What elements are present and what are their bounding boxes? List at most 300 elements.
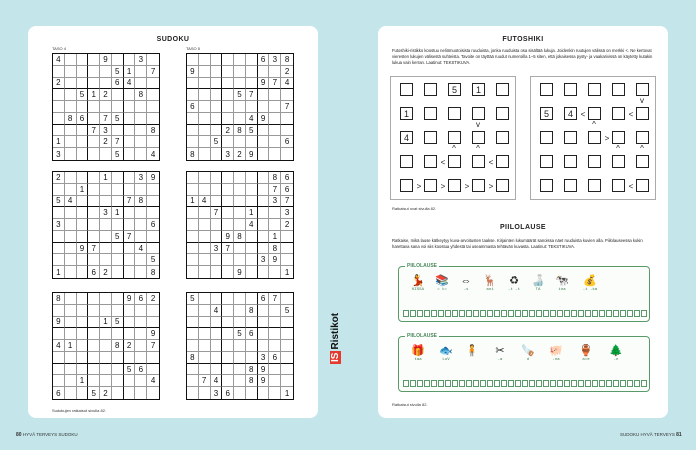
sudoku-cell[interactable] bbox=[187, 89, 199, 101]
sudoku-cell[interactable] bbox=[147, 305, 159, 317]
sudoku-cell[interactable] bbox=[258, 136, 270, 148]
sudoku-cell[interactable] bbox=[65, 231, 77, 243]
sudoku-cell[interactable] bbox=[199, 328, 211, 340]
sudoku-cell[interactable] bbox=[135, 387, 147, 399]
sudoku-cell[interactable] bbox=[281, 352, 293, 364]
sudoku-cell[interactable] bbox=[77, 340, 89, 352]
sudoku-cell[interactable] bbox=[135, 184, 147, 196]
sudoku-cell[interactable] bbox=[281, 317, 293, 329]
sudoku-cell[interactable] bbox=[135, 375, 147, 387]
sudoku-cell[interactable] bbox=[199, 184, 211, 196]
sudoku-cell[interactable] bbox=[281, 340, 293, 352]
sudoku-cell[interactable] bbox=[65, 293, 77, 305]
sudoku-cell[interactable] bbox=[211, 328, 223, 340]
sudoku-cell[interactable] bbox=[199, 89, 211, 101]
sudoku-cell[interactable] bbox=[269, 340, 281, 352]
sudoku-cell[interactable] bbox=[124, 375, 136, 387]
sudoku-cell[interactable] bbox=[269, 113, 281, 125]
sudoku-cell[interactable] bbox=[65, 328, 77, 340]
sudoku-cell[interactable] bbox=[234, 317, 246, 329]
sudoku-cell[interactable] bbox=[112, 184, 124, 196]
sudoku-cell[interactable] bbox=[222, 89, 234, 101]
sudoku-cell[interactable] bbox=[147, 243, 159, 255]
sudoku-cell[interactable] bbox=[77, 387, 89, 399]
sudoku-cell[interactable] bbox=[65, 317, 77, 329]
sudoku-cell[interactable] bbox=[147, 89, 159, 101]
sudoku-cell[interactable] bbox=[234, 66, 246, 78]
sudoku-cell[interactable] bbox=[258, 340, 270, 352]
sudoku-cell[interactable] bbox=[88, 293, 100, 305]
sudoku-cell[interactable] bbox=[53, 375, 65, 387]
sudoku-cell[interactable] bbox=[234, 352, 246, 364]
sudoku-cell[interactable] bbox=[187, 207, 199, 219]
sudoku-cell[interactable] bbox=[77, 172, 89, 184]
sudoku-cell[interactable] bbox=[135, 207, 147, 219]
sudoku-cell[interactable] bbox=[100, 243, 112, 255]
sudoku-cell[interactable] bbox=[222, 352, 234, 364]
sudoku-cell[interactable] bbox=[234, 375, 246, 387]
sudoku-cell[interactable] bbox=[199, 148, 211, 160]
sudoku-cell[interactable] bbox=[77, 101, 89, 113]
sudoku-cell[interactable] bbox=[211, 254, 223, 266]
sudoku-cell[interactable] bbox=[258, 207, 270, 219]
sudoku-cell[interactable] bbox=[187, 113, 199, 125]
sudoku-cell[interactable] bbox=[65, 352, 77, 364]
sudoku-cell[interactable] bbox=[100, 219, 112, 231]
answer-row-2[interactable] bbox=[403, 380, 647, 387]
sudoku-cell[interactable] bbox=[281, 364, 293, 376]
sudoku-cell[interactable] bbox=[147, 113, 159, 125]
sudoku-cell[interactable] bbox=[281, 125, 293, 137]
sudoku-cell[interactable] bbox=[199, 172, 211, 184]
sudoku-cell[interactable] bbox=[258, 172, 270, 184]
sudoku-cell[interactable] bbox=[65, 54, 77, 66]
sudoku-cell[interactable] bbox=[88, 231, 100, 243]
sudoku-cell[interactable] bbox=[222, 328, 234, 340]
sudoku-cell[interactable] bbox=[77, 305, 89, 317]
sudoku-cell[interactable] bbox=[269, 375, 281, 387]
sudoku-cell[interactable] bbox=[100, 148, 112, 160]
sudoku-cell[interactable] bbox=[211, 184, 223, 196]
sudoku-cell[interactable] bbox=[222, 78, 234, 90]
sudoku-cell[interactable] bbox=[147, 101, 159, 113]
sudoku-cell[interactable] bbox=[88, 184, 100, 196]
sudoku-cell[interactable] bbox=[88, 148, 100, 160]
sudoku-cell[interactable] bbox=[53, 207, 65, 219]
sudoku-cell[interactable] bbox=[187, 305, 199, 317]
sudoku-cell[interactable] bbox=[269, 364, 281, 376]
sudoku-cell[interactable] bbox=[65, 89, 77, 101]
sudoku-cell[interactable] bbox=[199, 266, 211, 278]
sudoku-cell[interactable] bbox=[211, 231, 223, 243]
sudoku-cell[interactable] bbox=[53, 243, 65, 255]
sudoku-cell[interactable] bbox=[258, 231, 270, 243]
sudoku-cell[interactable] bbox=[234, 113, 246, 125]
sudoku-cell[interactable] bbox=[199, 54, 211, 66]
sudoku-cell[interactable] bbox=[187, 184, 199, 196]
sudoku-cell[interactable] bbox=[53, 254, 65, 266]
sudoku-cell[interactable] bbox=[124, 317, 136, 329]
sudoku-cell[interactable] bbox=[269, 266, 281, 278]
sudoku-cell[interactable] bbox=[281, 375, 293, 387]
sudoku-cell[interactable] bbox=[65, 207, 77, 219]
sudoku-cell[interactable] bbox=[187, 317, 199, 329]
sudoku-cell[interactable] bbox=[53, 66, 65, 78]
sudoku-cell[interactable] bbox=[269, 328, 281, 340]
sudoku-cell[interactable] bbox=[88, 328, 100, 340]
sudoku-cell[interactable] bbox=[88, 207, 100, 219]
sudoku-cell[interactable] bbox=[112, 375, 124, 387]
sudoku-cell[interactable] bbox=[88, 219, 100, 231]
sudoku-cell[interactable] bbox=[124, 352, 136, 364]
sudoku-cell[interactable] bbox=[135, 231, 147, 243]
sudoku-cell[interactable] bbox=[77, 266, 89, 278]
sudoku-cell[interactable] bbox=[88, 101, 100, 113]
sudoku-cell[interactable] bbox=[147, 184, 159, 196]
sudoku-cell[interactable] bbox=[112, 387, 124, 399]
sudoku-cell[interactable] bbox=[100, 196, 112, 208]
sudoku-cell[interactable] bbox=[246, 136, 258, 148]
sudoku-cell[interactable] bbox=[135, 78, 147, 90]
sudoku-cell[interactable] bbox=[234, 340, 246, 352]
sudoku-cell[interactable] bbox=[147, 387, 159, 399]
sudoku-cell[interactable] bbox=[124, 101, 136, 113]
sudoku-cell[interactable] bbox=[258, 196, 270, 208]
sudoku-cell[interactable] bbox=[147, 207, 159, 219]
sudoku-cell[interactable] bbox=[100, 328, 112, 340]
sudoku-cell[interactable] bbox=[258, 328, 270, 340]
sudoku-cell[interactable] bbox=[199, 78, 211, 90]
sudoku-cell[interactable] bbox=[112, 219, 124, 231]
sudoku-cell[interactable] bbox=[147, 196, 159, 208]
sudoku-cell[interactable] bbox=[281, 89, 293, 101]
sudoku-cell[interactable] bbox=[281, 254, 293, 266]
sudoku-cell[interactable] bbox=[234, 243, 246, 255]
sudoku-cell[interactable] bbox=[211, 101, 223, 113]
sudoku-cell[interactable] bbox=[124, 243, 136, 255]
sudoku-cell[interactable] bbox=[65, 148, 77, 160]
sudoku-cell[interactable] bbox=[53, 101, 65, 113]
sudoku-cell[interactable] bbox=[246, 66, 258, 78]
sudoku-cell[interactable] bbox=[234, 172, 246, 184]
sudoku-cell[interactable] bbox=[269, 125, 281, 137]
sudoku-cell[interactable] bbox=[135, 305, 147, 317]
sudoku-cell[interactable] bbox=[246, 196, 258, 208]
sudoku-cell[interactable] bbox=[211, 293, 223, 305]
sudoku-cell[interactable] bbox=[258, 243, 270, 255]
sudoku-cell[interactable] bbox=[100, 101, 112, 113]
sudoku-cell[interactable] bbox=[187, 125, 199, 137]
sudoku-cell[interactable] bbox=[88, 305, 100, 317]
sudoku-cell[interactable] bbox=[65, 219, 77, 231]
sudoku-cell[interactable] bbox=[53, 328, 65, 340]
sudoku-cell[interactable] bbox=[135, 101, 147, 113]
sudoku-cell[interactable] bbox=[53, 184, 65, 196]
sudoku-cell[interactable] bbox=[65, 387, 77, 399]
sudoku-cell[interactable] bbox=[199, 219, 211, 231]
sudoku-cell[interactable] bbox=[112, 172, 124, 184]
sudoku-cell[interactable] bbox=[100, 293, 112, 305]
sudoku-cell[interactable] bbox=[100, 66, 112, 78]
sudoku-cell[interactable] bbox=[258, 219, 270, 231]
sudoku-cell[interactable] bbox=[135, 113, 147, 125]
sudoku-cell[interactable] bbox=[246, 387, 258, 399]
sudoku-cell[interactable] bbox=[147, 54, 159, 66]
sudoku-cell[interactable] bbox=[281, 113, 293, 125]
sudoku-cell[interactable] bbox=[234, 207, 246, 219]
sudoku-cell[interactable] bbox=[211, 54, 223, 66]
sudoku-cell[interactable] bbox=[246, 317, 258, 329]
sudoku-cell[interactable] bbox=[199, 66, 211, 78]
sudoku-cell[interactable] bbox=[100, 375, 112, 387]
sudoku-cell[interactable] bbox=[199, 231, 211, 243]
sudoku-cell[interactable] bbox=[135, 352, 147, 364]
sudoku-cell[interactable] bbox=[222, 184, 234, 196]
sudoku-cell[interactable] bbox=[246, 293, 258, 305]
sudoku-cell[interactable] bbox=[112, 89, 124, 101]
sudoku-cell[interactable] bbox=[124, 148, 136, 160]
sudoku-cell[interactable] bbox=[124, 219, 136, 231]
sudoku-cell[interactable] bbox=[88, 113, 100, 125]
sudoku-cell[interactable] bbox=[199, 387, 211, 399]
sudoku-cell[interactable] bbox=[211, 196, 223, 208]
sudoku-cell[interactable] bbox=[88, 78, 100, 90]
sudoku-cell[interactable] bbox=[211, 172, 223, 184]
sudoku-cell[interactable] bbox=[88, 375, 100, 387]
sudoku-cell[interactable] bbox=[147, 231, 159, 243]
sudoku-cell[interactable] bbox=[88, 254, 100, 266]
sudoku-cell[interactable] bbox=[77, 78, 89, 90]
sudoku-cell[interactable] bbox=[88, 352, 100, 364]
sudoku-cell[interactable] bbox=[281, 293, 293, 305]
sudoku-cell[interactable] bbox=[88, 317, 100, 329]
sudoku-cell[interactable] bbox=[112, 266, 124, 278]
sudoku-cell[interactable] bbox=[112, 101, 124, 113]
sudoku-cell[interactable] bbox=[258, 387, 270, 399]
sudoku-cell[interactable] bbox=[234, 101, 246, 113]
sudoku-cell[interactable] bbox=[77, 328, 89, 340]
sudoku-cell[interactable] bbox=[100, 231, 112, 243]
sudoku-cell[interactable] bbox=[100, 352, 112, 364]
sudoku-cell[interactable] bbox=[77, 136, 89, 148]
sudoku-cell[interactable] bbox=[77, 148, 89, 160]
sudoku-cell[interactable] bbox=[187, 266, 199, 278]
answer-row-1[interactable] bbox=[403, 310, 647, 317]
sudoku-cell[interactable] bbox=[124, 54, 136, 66]
sudoku-cell[interactable] bbox=[112, 54, 124, 66]
sudoku-cell[interactable] bbox=[187, 54, 199, 66]
sudoku-cell[interactable] bbox=[211, 148, 223, 160]
sudoku-cell[interactable] bbox=[258, 125, 270, 137]
sudoku-cell[interactable] bbox=[65, 136, 77, 148]
sudoku-cell[interactable] bbox=[135, 125, 147, 137]
sudoku-cell[interactable] bbox=[88, 196, 100, 208]
sudoku-cell[interactable] bbox=[234, 78, 246, 90]
sudoku-cell[interactable] bbox=[124, 207, 136, 219]
sudoku-cell[interactable] bbox=[199, 340, 211, 352]
sudoku-cell[interactable] bbox=[246, 352, 258, 364]
sudoku-cell[interactable] bbox=[258, 317, 270, 329]
sudoku-cell[interactable] bbox=[222, 340, 234, 352]
sudoku-cell[interactable] bbox=[88, 136, 100, 148]
sudoku-cell[interactable] bbox=[222, 219, 234, 231]
sudoku-cell[interactable] bbox=[88, 66, 100, 78]
sudoku-cell[interactable] bbox=[246, 254, 258, 266]
sudoku-cell[interactable] bbox=[199, 254, 211, 266]
sudoku-cell[interactable] bbox=[112, 364, 124, 376]
sudoku-cell[interactable] bbox=[222, 101, 234, 113]
sudoku-cell[interactable] bbox=[135, 148, 147, 160]
sudoku-cell[interactable] bbox=[246, 340, 258, 352]
sudoku-cell[interactable] bbox=[222, 266, 234, 278]
sudoku-cell[interactable] bbox=[147, 364, 159, 376]
sudoku-cell[interactable] bbox=[234, 364, 246, 376]
sudoku-cell[interactable] bbox=[100, 78, 112, 90]
sudoku-cell[interactable] bbox=[281, 328, 293, 340]
sudoku-cell[interactable] bbox=[65, 125, 77, 137]
sudoku-cell[interactable] bbox=[211, 125, 223, 137]
sudoku-cell[interactable] bbox=[112, 254, 124, 266]
sudoku-cell[interactable] bbox=[234, 219, 246, 231]
sudoku-cell[interactable] bbox=[258, 305, 270, 317]
sudoku-cell[interactable] bbox=[269, 219, 281, 231]
sudoku-cell[interactable] bbox=[135, 219, 147, 231]
sudoku-cell[interactable] bbox=[246, 54, 258, 66]
sudoku-cell[interactable] bbox=[135, 136, 147, 148]
sudoku-cell[interactable] bbox=[124, 125, 136, 137]
sudoku-cell[interactable] bbox=[112, 293, 124, 305]
sudoku-cell[interactable] bbox=[65, 78, 77, 90]
sudoku-cell[interactable] bbox=[199, 136, 211, 148]
sudoku-cell[interactable] bbox=[100, 364, 112, 376]
sudoku-cell[interactable] bbox=[135, 266, 147, 278]
sudoku-cell[interactable] bbox=[187, 243, 199, 255]
sudoku-cell[interactable] bbox=[124, 89, 136, 101]
sudoku-cell[interactable] bbox=[135, 340, 147, 352]
sudoku-cell[interactable] bbox=[246, 243, 258, 255]
sudoku-cell[interactable] bbox=[124, 184, 136, 196]
sudoku-cell[interactable] bbox=[222, 305, 234, 317]
sudoku-cell[interactable] bbox=[269, 89, 281, 101]
sudoku-cell[interactable] bbox=[211, 66, 223, 78]
sudoku-cell[interactable] bbox=[246, 78, 258, 90]
sudoku-cell[interactable] bbox=[53, 352, 65, 364]
sudoku-cell[interactable] bbox=[258, 89, 270, 101]
sudoku-cell[interactable] bbox=[269, 305, 281, 317]
sudoku-cell[interactable] bbox=[77, 219, 89, 231]
sudoku-cell[interactable] bbox=[269, 66, 281, 78]
sudoku-cell[interactable] bbox=[187, 136, 199, 148]
sudoku-cell[interactable] bbox=[234, 293, 246, 305]
sudoku-cell[interactable] bbox=[187, 254, 199, 266]
sudoku-cell[interactable] bbox=[199, 113, 211, 125]
sudoku-cell[interactable] bbox=[234, 54, 246, 66]
sudoku-cell[interactable] bbox=[234, 196, 246, 208]
sudoku-cell[interactable] bbox=[211, 266, 223, 278]
sudoku-cell[interactable] bbox=[100, 254, 112, 266]
sudoku-cell[interactable] bbox=[65, 172, 77, 184]
sudoku-cell[interactable] bbox=[269, 148, 281, 160]
sudoku-cell[interactable] bbox=[100, 305, 112, 317]
sudoku-cell[interactable] bbox=[258, 148, 270, 160]
sudoku-cell[interactable] bbox=[53, 113, 65, 125]
sudoku-cell[interactable] bbox=[234, 387, 246, 399]
sudoku-cell[interactable] bbox=[199, 364, 211, 376]
sudoku-cell[interactable] bbox=[187, 78, 199, 90]
sudoku-cell[interactable] bbox=[187, 340, 199, 352]
sudoku-cell[interactable] bbox=[258, 101, 270, 113]
sudoku-cell[interactable] bbox=[234, 305, 246, 317]
sudoku-cell[interactable] bbox=[222, 136, 234, 148]
sudoku-cell[interactable] bbox=[77, 66, 89, 78]
sudoku-cell[interactable] bbox=[77, 196, 89, 208]
sudoku-cell[interactable] bbox=[65, 184, 77, 196]
sudoku-cell[interactable] bbox=[281, 148, 293, 160]
sudoku-cell[interactable] bbox=[65, 266, 77, 278]
sudoku-cell[interactable] bbox=[147, 317, 159, 329]
sudoku-cell[interactable] bbox=[112, 243, 124, 255]
sudoku-cell[interactable] bbox=[246, 231, 258, 243]
sudoku-cell[interactable] bbox=[199, 207, 211, 219]
sudoku-cell[interactable] bbox=[211, 352, 223, 364]
sudoku-cell[interactable] bbox=[211, 78, 223, 90]
sudoku-cell[interactable] bbox=[187, 387, 199, 399]
sudoku-cell[interactable] bbox=[112, 125, 124, 137]
sudoku-cell[interactable] bbox=[100, 340, 112, 352]
sudoku-cell[interactable] bbox=[124, 136, 136, 148]
sudoku-cell[interactable] bbox=[65, 243, 77, 255]
sudoku-cell[interactable] bbox=[77, 352, 89, 364]
sudoku-cell[interactable] bbox=[234, 184, 246, 196]
sudoku-cell[interactable] bbox=[187, 172, 199, 184]
sudoku-cell[interactable] bbox=[258, 266, 270, 278]
sudoku-cell[interactable] bbox=[124, 254, 136, 266]
sudoku-cell[interactable] bbox=[124, 172, 136, 184]
sudoku-cell[interactable] bbox=[222, 254, 234, 266]
sudoku-cell[interactable] bbox=[222, 364, 234, 376]
sudoku-cell[interactable] bbox=[281, 231, 293, 243]
sudoku-cell[interactable] bbox=[222, 207, 234, 219]
sudoku-cell[interactable] bbox=[77, 293, 89, 305]
sudoku-cell[interactable] bbox=[112, 352, 124, 364]
sudoku-cell[interactable] bbox=[269, 207, 281, 219]
sudoku-cell[interactable] bbox=[124, 328, 136, 340]
sudoku-cell[interactable] bbox=[222, 113, 234, 125]
sudoku-cell[interactable] bbox=[65, 101, 77, 113]
sudoku-cell[interactable] bbox=[211, 113, 223, 125]
sudoku-cell[interactable] bbox=[222, 196, 234, 208]
sudoku-cell[interactable] bbox=[147, 352, 159, 364]
sudoku-cell[interactable] bbox=[124, 305, 136, 317]
sudoku-cell[interactable] bbox=[88, 364, 100, 376]
sudoku-cell[interactable] bbox=[88, 172, 100, 184]
sudoku-cell[interactable] bbox=[65, 305, 77, 317]
sudoku-cell[interactable] bbox=[187, 375, 199, 387]
sudoku-cell[interactable] bbox=[65, 66, 77, 78]
sudoku-cell[interactable] bbox=[53, 364, 65, 376]
sudoku-cell[interactable] bbox=[246, 172, 258, 184]
sudoku-cell[interactable] bbox=[222, 375, 234, 387]
sudoku-cell[interactable] bbox=[53, 305, 65, 317]
sudoku-cell[interactable] bbox=[222, 293, 234, 305]
sudoku-cell[interactable] bbox=[65, 364, 77, 376]
sudoku-cell[interactable] bbox=[135, 328, 147, 340]
sudoku-cell[interactable] bbox=[246, 266, 258, 278]
sudoku-cell[interactable] bbox=[211, 364, 223, 376]
sudoku-cell[interactable] bbox=[65, 254, 77, 266]
sudoku-cell[interactable] bbox=[65, 375, 77, 387]
sudoku-cell[interactable] bbox=[88, 54, 100, 66]
